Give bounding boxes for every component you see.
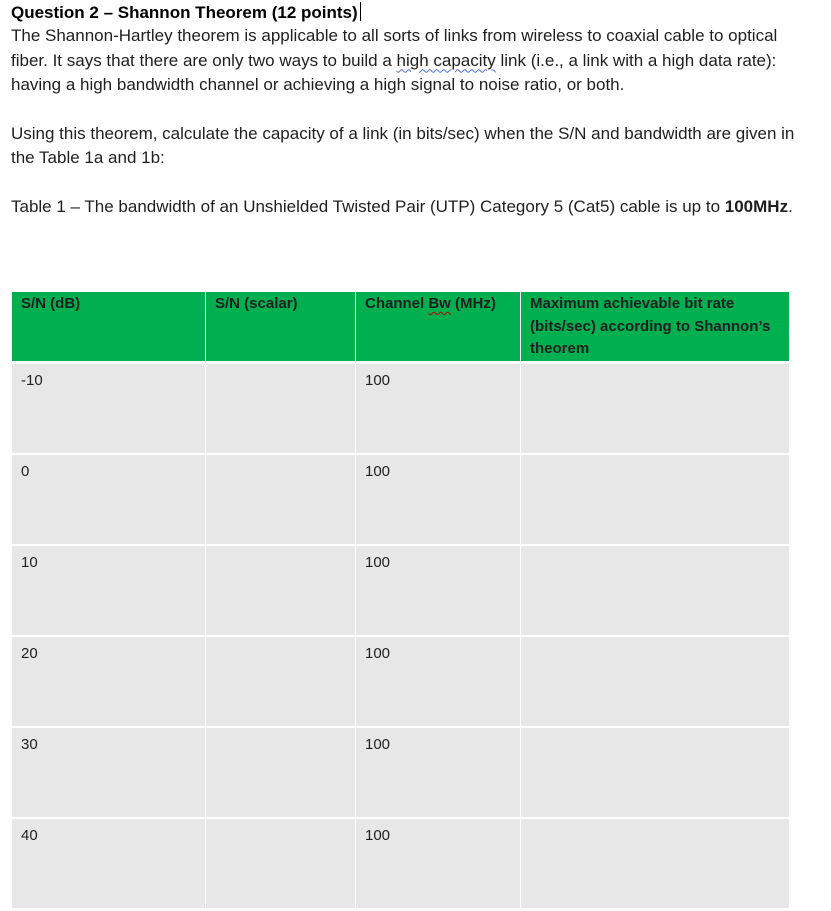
table-caption-bandwidth: 100MHz [724,196,789,216]
cell-max-bit-rate[interactable] [521,728,789,819]
cell-sn-scalar[interactable] [206,819,356,910]
table-header-row [12,292,789,364]
cell-sn-scalar-value [206,546,355,552]
cell-max-bit-rate[interactable] [521,546,789,637]
cell-sn-scalar[interactable] [206,364,356,455]
intro-paragraph [11,24,801,98]
cell-max-bit-rate[interactable] [521,455,789,546]
question-heading [11,0,801,24]
cell-sn-db[interactable] [12,819,206,910]
intro-text-start: The Shannon-Hartley theorem is applicable to all sorts of links from wireless to coaxial cable to optical fiber. It says that there are only two ways to build a [11,26,778,70]
table-row [12,364,789,455]
cell-channel-bw[interactable] [356,546,521,637]
grammar-flagged-phrase[interactable]: high capacity [396,50,496,70]
cell-channel-bw-value: 100 [365,645,391,662]
cell-sn-db[interactable] [12,546,206,637]
header-channel-bw-label [356,292,520,316]
cell-max-bit-rate-value [521,546,789,552]
cell-sn-db-value: 10 [21,554,38,571]
header-max-bit-rate-label: Maximum achievable bit rate (bits/sec) according to Shannon’s theorem [530,295,771,357]
header-sn-db[interactable] [12,292,206,364]
cell-channel-bw[interactable] [356,455,521,546]
cell-channel-bw[interactable] [356,819,521,910]
cell-max-bit-rate-value [521,728,789,734]
cell-sn-db-value: -10 [21,372,43,389]
cell-channel-bw[interactable] [356,637,521,728]
cell-sn-scalar[interactable] [206,728,356,819]
shannon-table [12,292,789,910]
cell-channel-bw-value: 100 [365,827,391,844]
header-bw-prefix: Channel [365,295,429,312]
cell-sn-scalar[interactable] [206,637,356,728]
cell-sn-db-value: 30 [21,736,38,753]
table-caption [11,195,801,220]
cell-sn-scalar-value [206,637,355,643]
header-sn-db-label: S/N (dB) [21,295,81,312]
header-max-bit-rate[interactable] [521,292,789,364]
intro-text-end: link (i.e., a link with a high data rate): having a high bandwidth channel or achieving a high signal to noise ratio, or both. [11,50,777,94]
cell-max-bit-rate[interactable] [521,637,789,728]
header-sn-scalar[interactable] [206,292,356,364]
cell-channel-bw[interactable] [356,728,521,819]
cell-channel-bw[interactable] [356,364,521,455]
cell-sn-scalar-value [206,455,355,461]
table-row [12,819,789,910]
header-bw-suffix: (MHz) [450,295,496,312]
question-heading-text: Question 2 – Shannon Theorem (12 points) [11,3,358,22]
cell-max-bit-rate-value [521,364,789,370]
cell-sn-scalar[interactable] [206,455,356,546]
table-row [12,546,789,637]
header-channel-bw[interactable] [356,292,521,364]
cell-sn-db-value: 20 [21,645,38,662]
spelling-flagged-word[interactable]: Bw [428,295,451,312]
cell-channel-bw-value: 100 [365,372,391,389]
cell-sn-scalar-value [206,819,355,825]
cell-max-bit-rate-value [521,455,789,461]
cell-max-bit-rate-value [521,819,789,825]
cell-sn-scalar[interactable] [206,546,356,637]
cell-sn-db[interactable] [12,728,206,819]
cell-sn-scalar-value [206,364,355,370]
cell-sn-scalar-value [206,728,355,734]
cell-sn-db[interactable] [12,455,206,546]
table-caption-period: . [788,196,793,216]
table-row [12,455,789,546]
cell-sn-db[interactable] [12,637,206,728]
text-cursor [360,2,361,21]
table-row [12,728,789,819]
table-caption-text: Table 1 – The bandwidth of an Unshielded Twisted Pair (UTP) Category 5 (Cat5) cable is up to [11,196,725,216]
cell-sn-db-value: 40 [21,827,38,844]
cell-max-bit-rate-value [521,637,789,643]
table-row [12,637,789,728]
cell-max-bit-rate[interactable] [521,819,789,910]
cell-sn-db[interactable] [12,364,206,455]
document-body [11,0,801,219]
header-sn-scalar-label: S/N (scalar) [215,295,298,312]
cell-sn-db-value: 0 [21,463,30,480]
cell-channel-bw-value: 100 [365,736,391,753]
cell-channel-bw-value: 100 [365,463,391,480]
cell-max-bit-rate[interactable] [521,364,789,455]
instruction-paragraph: Using this theorem, calculate the capacity of a link (in bits/sec) when the S/N and bandwidth are given in the Table 1a and 1b: [11,123,795,167]
cell-channel-bw-value: 100 [365,554,391,571]
